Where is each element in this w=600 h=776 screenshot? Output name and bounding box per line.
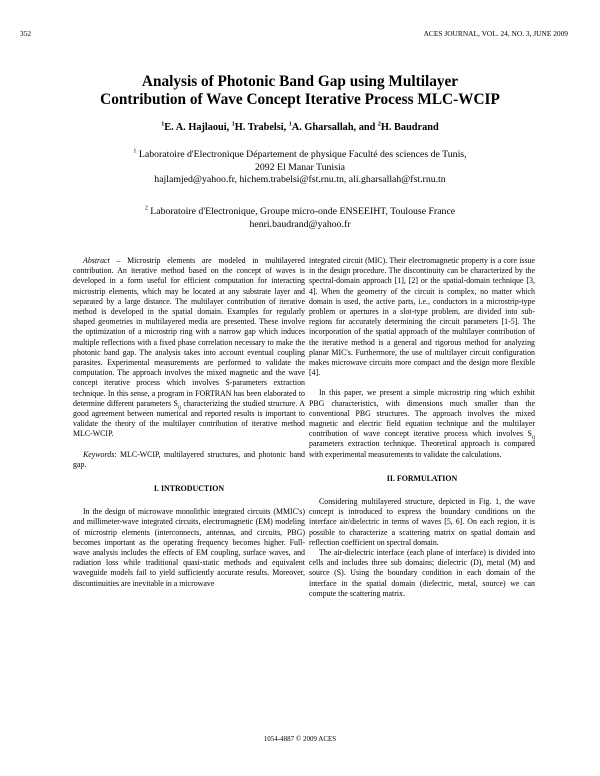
formulation-paragraph-1: Considering multilayered structure, depicted in Fig. 1, the wave concept is introduced to express the boundary conditions on the interface air/dielectric in terms of waves [5, 6]. On each region, it is possible to characterize a scattering matrix on spatial domain and reflection coefficient on spectral domain. [309,497,535,547]
abstract-text-part-2: characterizing the studied structure. A good agreement between numerical and reported results is important to validate the theory of the multilayer contribution of iterative method MLC-WCIP. [73,398,305,439]
keywords-text: : MLC-WCIP, multilayered structures, and photonic band gap. [73,449,305,469]
affiliation-1-line-1: Laboratoire d'Electronique Département de physique Faculté des sciences de Tunis, [136,149,467,160]
right-column [309,256,535,599]
page-number: 352 [20,29,32,38]
page-footer: 1054-4887 © 2009 ACES [263,735,337,743]
introduction-paragraph-3 [309,388,535,459]
affiliation-1-emails: hajlamjed@yahoo.fr, hichem.trabelsi@fst.rnu.tn, ali.gharsallah@fst.rnu.tn [154,174,446,186]
keywords-label: Keywords [83,449,115,459]
journal-header: ACES JOURNAL, VOL. 24, NO. 3, JUNE 2009 [423,29,568,38]
affiliation-1 [40,149,560,187]
introduction-paragraph-3-subscript: ij [531,434,535,441]
author-list [40,122,560,133]
affiliation-1-line-2: 2092 El Manar Tunisia [254,161,346,173]
formulation-paragraph-2: The air-dielectric interface (each plane of interface) is divided into cells and includes three sub domains; dielectric (D), metal (M) and source (S). Using the boundary condition in each domain of the interface in the spatial domain (dielectric, metal, source) we can compute the scattering matrix. [309,548,535,598]
affiliation-2-email: henri.baudrand@yahoo.fr [249,218,351,230]
author-3-affiliation-mark: 1 [288,121,292,128]
introduction-paragraph-2: integrated circuit (MIC). Their electromagnetic property is a core issue in the design procedure. The discontinuity can be characterized by the spectral-domain approach [1], [2] or the spatial-domain technique [3, 4]. When the geometry of the circuit is complex, no matter which domain is used, the active parts, i.e., conductors in a microstrip-type problem or apertures in a slot-type problem, are divided into sub-regions for accurately determining the circuit parameters [1-5]. The incorporation of the spatial approach of the multilayer contribution of the iterative method is a general and rigorous method for analyzing planar MIC's. Furthermore, the use of multilayer circuit configuration makes microwave circuits more compact and the design more flexible [4]. [309,256,535,378]
affiliation-2-line-1: Laboratoire d'Electronique, Groupe micro-onde ENSEEIHT, Toulouse France [147,206,456,217]
author-1-affiliation-mark: 1 [161,121,165,128]
abstract-text-part-1: – Microstrip elements are modeled in multilayered contribution. An iterative method based on the concept of waves is developed in a form useful for efficient computation for interacting microstrip elements, which may be located at any substrate layer and separated by a large distance. The multilayer contribution of iterative method is developed in the spatial domain. Examples for regularly shaped geometries in multilayered media are presented. These involve the optimization of a microstrip ring with a narrow gap which induces multiple reflections with a fixed phase correlation necessary to make the photonic band gap. The analysis takes into account eventual coupling parasites. Experimental measurements are performed to validate the computation. The approach involves the mixed magnetic and the wave concept iterative process which involves S-parameters extraction technique. In this sense, a program in FORTRAN has been elaborated to determine different parameters S [73,256,305,408]
author-4-name: H. Baudrand [380,122,439,133]
author-3-name: A. Gharsallah, and [291,122,378,133]
introduction-paragraph-3-part-1: In this paper, we present a simple microstrip ring which exhibit PBG characteristics, with dimensions much smaller than the conventional PBG structures. The approach involves the mixed magnetic and electric field equation technique and the multilayer contribution of wave concept iterative process which involves S [309,388,535,439]
author-1-name: E. A. Hajlaoui, [164,122,232,133]
title-line-2: Contribution of Wave Concept Iterative Process MLC-WCIP [100,90,500,108]
title-line-1: Analysis of Photonic Band Gap using Multilayer [141,73,459,90]
author-2-name: H. Trabelsi, [234,122,289,133]
keywords-paragraph [73,450,305,470]
affiliation-2-mark: 2 [144,205,148,212]
formulation-heading: II. FORMULATION [386,473,458,483]
author-2-affiliation-mark: 1 [231,121,235,128]
abstract-subscript: ij [177,404,181,411]
introduction-paragraph-1: In the design of microwave monolithic integrated circuits (MMIC's) and millimeter-wave integrated circuits, electromagnetic (EM) modeling of microstrip elements (interconnects, antennas, and circuits, PBG) becomes important as the operating frequency becomes higher. Full-wave analysis includes the effects of EM coupling, surface waves, and radiation loss while traditional quasi-static methods and equivalent waveguide models fail to yield sufficiently accurate results. Moreover, discontinuities are inevitable in a microwave [73,507,305,588]
affiliation-1-mark: 1 [133,148,137,155]
author-4-affiliation-mark: 2 [377,121,381,128]
abstract-label: Abstract [83,256,110,265]
affiliation-2 [40,206,560,231]
paper-title [40,73,560,108]
introduction-heading: I. INTRODUCTION [153,484,225,494]
introduction-paragraph-3-part-2: parameters extraction technique. Theoretical approach is compared with experimental measurements to validate the calculations. [309,439,535,459]
left-column [73,256,305,589]
abstract-paragraph [73,256,305,440]
